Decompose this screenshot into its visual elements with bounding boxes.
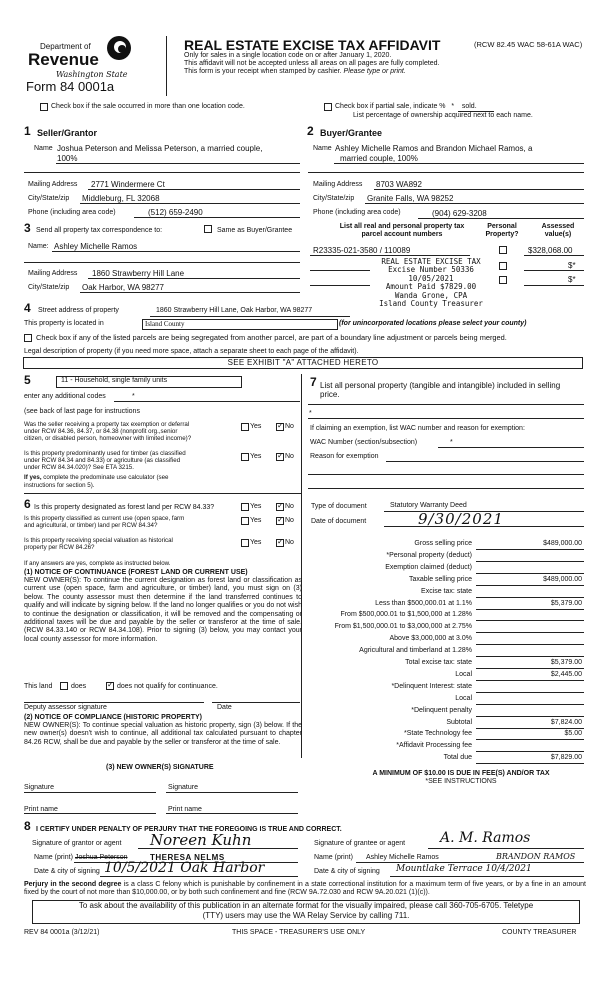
same-as-buyer-label: Same as Buyer/Grantee	[217, 227, 293, 234]
calc-row-label: Agricultural and timberland at 1.28%	[359, 647, 472, 655]
exemption-reason-label: Reason for exemption	[310, 453, 379, 460]
calc-row-label: Taxable selling price	[408, 575, 472, 583]
document-date[interactable]: 9/30/2021	[418, 510, 504, 528]
partial-sale-note: List percentage of ownership acquired next to each name.	[353, 112, 533, 119]
timber-yes-label: Yes	[250, 453, 262, 460]
current-use-no-checkbox[interactable]	[276, 517, 284, 525]
calc-row-value[interactable]: $5,379.00	[550, 599, 582, 607]
grantee-signature-label: Signature of grantee or agent	[314, 840, 406, 847]
calc-row-label: *Delinquent penalty	[411, 706, 472, 714]
notice-compliance-text: NEW OWNER(S): To continue special valuation as historic property, sign (3) below. If the new owner(s) doesn't wish to continue, all additional tax calculated pursuant to chapter 84.26 RCW, shall be due and payable by the seller or transferor at the time of sale.	[24, 722, 302, 746]
exemption-yes-label: Yes	[250, 423, 262, 430]
historic-no-checkbox[interactable]	[276, 539, 284, 547]
county-treasurer-label: COUNTY TREASURER	[502, 929, 577, 936]
calc-row-label: Above $3,000,000 at 3.0%	[389, 635, 472, 643]
segregated-label: Check box if any of the listed parcels are being segregated from another parcel, are part of a boundary line adjustment or parcels being merged.	[36, 333, 507, 342]
notice-continuance-text: NEW OWNER(S): To continue the current designation as forest land or classification as current use (open space, farm and agriculture, or timber) land, you must sign on (3) below. The county assessor must then determine if the land transferred continues to qualify and will indicate by signing below. If the land no longer qualifies or you do not wish to continue the designation or classification, it will be removed and the compensating or additional taxes will be due and payable by the seller or transferor at the time of sale. (RCW 84.33.140 or RCW 84.34.108). Prior to signing (3) below, you may contact your local county assessor for more information.	[24, 577, 302, 643]
additional-codes-label: enter any additional codes	[24, 393, 106, 400]
calc-row-label: Gross selling price	[414, 540, 472, 547]
certify-section-number: 8	[24, 819, 31, 833]
legal-description-label: Legal description of property (if you need more space, attach a separate sheet to each page of the affidavit).	[24, 348, 359, 355]
land-does-label: does	[71, 683, 87, 690]
forest-no-checkbox[interactable]	[276, 503, 284, 511]
exemption-claim-label: If claiming an exemption, list WAC number and reason for exemption:	[310, 425, 525, 432]
same-as-buyer-checkbox[interactable]	[204, 225, 212, 233]
historic-question: Is this property receiving special valuation as historical property per RCW 84.26?	[24, 537, 173, 552]
personal-property-checkbox-2[interactable]	[499, 262, 507, 270]
document-type[interactable]: Statutory Warranty Deed	[390, 502, 467, 509]
exemption-no-label: No	[285, 423, 294, 430]
calc-row-label: Excise tax: state	[421, 587, 472, 595]
new-owner-signature-2[interactable]: Signature	[168, 784, 198, 791]
buyer-heading: Buyer/Grantee	[320, 128, 383, 138]
calc-row-value[interactable]: $2,445.00	[550, 670, 582, 678]
grantor-signature[interactable]: Noreen Kuhn	[150, 831, 252, 849]
parcel-number[interactable]: R23335-021-3580 / 110089	[313, 246, 411, 255]
taxcorr-city[interactable]: Oak Harbor, WA 98277	[82, 283, 164, 292]
calc-row-label: Total excise tax: state	[405, 659, 472, 666]
buyer-city[interactable]: Granite Falls, WA 98252	[367, 194, 454, 203]
calc-row-label: *Delinquent Interest: state	[391, 682, 472, 690]
buyer-address-label: Mailing Address	[313, 181, 363, 188]
historic-yes-checkbox[interactable]	[241, 539, 249, 547]
calc-row-value[interactable]: $5,379.00	[550, 659, 582, 666]
personal-property-label: List all personal property (tangible and intangible) included in selling price.	[320, 381, 561, 400]
calc-row-value[interactable]: $5.00	[564, 730, 582, 738]
street-address[interactable]: 1860 Strawberry Hill Lane, Oak Harbor, WA 98277	[156, 307, 313, 314]
county-select[interactable]: Island County	[142, 319, 338, 330]
exemption-yes-checkbox[interactable]	[241, 423, 249, 431]
grantee-print-name[interactable]: Ashley Michelle Ramos	[366, 854, 439, 861]
grantor-print-struck: Joshua Peterson	[75, 854, 128, 861]
calc-row-label: Less than $500,000.01 at 1.1%	[375, 599, 472, 607]
legal-description[interactable]: SEE EXHIBIT "A" ATTACHED HERETO	[23, 357, 583, 369]
timber-no-label: No	[285, 453, 294, 460]
calc-row-label: Exemption claimed (deduct)	[385, 563, 472, 571]
buyer-address[interactable]: 8703 WA892	[376, 180, 422, 189]
notice-compliance-heading: (2) NOTICE OF COMPLIANCE (HISTORIC PROPERTY)	[24, 714, 202, 721]
new-owner-print-1[interactable]: Print name	[24, 806, 58, 813]
dept-logo-text: Revenue	[28, 50, 99, 69]
notice-continuance-heading: (1) NOTICE OF CONTINUANCE (FOREST LAND OR CURRENT USE)	[24, 569, 248, 576]
calc-row-label: Subtotal	[446, 718, 472, 726]
grantee-signature[interactable]: A. M. Ramos	[440, 830, 531, 846]
see-back-note: (see back of last page for instructions	[24, 408, 140, 415]
parcel-heading: List all real and personal property tax parcel account numbers	[339, 223, 465, 239]
buyer-name-pct[interactable]: married couple, 100%	[340, 154, 418, 163]
form-title: REAL ESTATE EXCISE TAX AFFIDAVIT	[184, 37, 441, 53]
additional-codes-value[interactable]: *	[132, 393, 135, 400]
land-does-not-label: does not qualify for continuance.	[117, 683, 218, 690]
ifyes-note: If yes, complete the predominate use calculator (see	[24, 474, 169, 481]
dept-line1: Department of	[40, 42, 91, 51]
partial-sale-label: Check box if partial sale, indicate % * sold.	[335, 103, 477, 110]
unincorporated-note: (for unincorporated locations please select your county)	[339, 320, 527, 327]
ifyes-note-2: instructions for section 5).	[24, 482, 95, 489]
form-rcw: (RCW 82.45 WAC 58-61A WAC)	[474, 40, 583, 49]
seller-phone[interactable]: (512) 659-2490	[148, 208, 203, 217]
taxcorr-city-label: City/State/zip	[28, 284, 70, 291]
deputy-date-label: Date	[217, 704, 232, 711]
grantee-print-name-2[interactable]: BRANDON RAMOS	[496, 852, 576, 861]
seller-name[interactable]: Joshua Peterson and Melissa Peterson, a married couple,	[57, 144, 263, 153]
perjury-warning: Perjury in the second degree is a class C felony which is punishable by confinement in a state correctional institution for a maximum term of five years, or by a fine in an amount fixed by the court of not more than $10,000.00, or by both such confinement and fine (RCW 9A.72.030 and RCW 9A.20.021 (1)(c)).	[24, 881, 586, 897]
buyer-section-number: 2	[307, 124, 314, 138]
assessed-value[interactable]: $328,068.00	[528, 246, 573, 255]
land-does-checkbox[interactable]	[60, 682, 68, 690]
seller-name-pct[interactable]: 100%	[57, 154, 78, 163]
calc-row-label: *Affidavit Processing fee	[396, 742, 472, 750]
current-use-yes-checkbox[interactable]	[241, 517, 249, 525]
personal-property-checkbox-1[interactable]	[499, 246, 507, 254]
seller-city-label: City/State/zip	[28, 195, 70, 202]
wac-number-label: WAC Number (section/subsection)	[310, 439, 418, 446]
new-owner-print-2[interactable]: Print name	[168, 806, 202, 813]
forest-yes-checkbox[interactable]	[241, 503, 249, 511]
exemption-no-checkbox[interactable]	[276, 423, 284, 431]
multi-location-label: Check box if the sale occurred in more than one location code.	[51, 103, 245, 110]
calc-row-value[interactable]: $489,000.00	[543, 575, 582, 583]
use-section-number: 5	[24, 373, 31, 387]
located-in-label: This property is located in	[24, 320, 104, 327]
street-label: Street address of property	[38, 307, 119, 314]
seller-name-label: Name	[34, 145, 53, 152]
taxcorr-label: Send all property tax correspondence to:	[36, 227, 163, 234]
calc-row-value[interactable]: $7,824.00	[550, 718, 582, 726]
if-yes-instruction: If any answers are yes, complete as instructed below.	[24, 560, 171, 567]
buyer-phone-label: Phone (including area code)	[313, 209, 401, 216]
calc-row-label: *Personal property (deduct)	[386, 551, 472, 559]
forest-no-label: No	[285, 503, 294, 510]
minimum-due-note: A MINIMUM OF $10.00 IS DUE IN FEE(S) AND/OR TAX	[372, 770, 550, 777]
form-number: Form 84 0001a	[26, 79, 115, 94]
header-note-2: This affidavit will not be accepted unless all areas on all pages are fully completed.	[184, 60, 440, 67]
new-owner-signature-heading: (3) NEW OWNER(S) SIGNATURE	[106, 764, 214, 771]
see-instructions-note: *SEE INSTRUCTIONS	[425, 778, 497, 785]
calc-row-label: Total due	[443, 754, 472, 762]
seller-address[interactable]: 2771 Windermere Ct	[91, 180, 165, 189]
taxcorr-name-label: Name:	[28, 243, 49, 250]
location-section-number: 4	[24, 301, 31, 315]
grantor-print-name[interactable]: THERESA NELMS	[150, 853, 225, 862]
calc-row-value[interactable]: $489,000.00	[543, 540, 582, 547]
calc-row-label: From $500,000.01 to $1,500,000 at 1.28%	[340, 611, 472, 619]
personal-property-value[interactable]: *	[309, 410, 312, 417]
timber-question: Is this property predominantly used for timber (as classified under RCW 84.34 and 84.33) or agriculture (as classified under RCW 84.34.020)? See ETA 3215.	[24, 450, 186, 472]
seller-heading: Seller/Grantor	[37, 128, 98, 138]
current-use-question: Is this property classified as current use (open space, farm and agricultural, or timber) land per RCW 84.34?	[24, 515, 185, 530]
buyer-phone[interactable]: (904) 629-3208	[432, 209, 487, 218]
calc-row-label: *State Technology fee	[404, 730, 472, 738]
form-revision: REV 84 0001a (3/12/21)	[24, 929, 100, 936]
seller-phone-label: Phone (including area code)	[28, 209, 116, 216]
forest-q1: Is this property designated as forest land per RCW 84.33?	[34, 504, 215, 511]
assessed-value-heading: Assessed value(s)	[541, 223, 575, 239]
historic-yes-label: Yes	[250, 539, 262, 546]
header-note-3: This form is your receipt when stamped by cashier. Please type or print.	[184, 68, 406, 75]
personal-property-heading: Personal Property?	[485, 223, 519, 239]
use-code-select[interactable]: 11 - Household, single family units	[56, 376, 242, 388]
partial-sale-checkbox[interactable]	[324, 103, 332, 111]
calc-row-label: From $1,500,000.01 to $3,000,000 at 2.75%	[334, 623, 472, 631]
alternate-format-notice: To ask about the availability of this publication in an alternate format for the visually impaired, please call 360-705-6705. Teletype (TTY) users may use the WA Relay Service by calling 711.	[32, 900, 580, 924]
document-date-label: Date of document	[311, 518, 367, 525]
land-does-not-checkbox[interactable]	[106, 682, 114, 690]
taxcorr-address[interactable]: 1860 Strawberry Hill Lane	[92, 269, 185, 278]
segregated-checkbox[interactable]	[24, 334, 32, 342]
seller-city[interactable]: Middleburg, FL 32068	[82, 194, 160, 203]
assessed-value-3[interactable]: $*	[568, 275, 576, 284]
grantor-date-city[interactable]: 10/5/2021 Oak Harbor	[104, 860, 265, 876]
treasurer-stamp: REAL ESTATE EXCISE TAX Excise Number 50336 10/05/2021 Amount Paid $7829.00 Wanda Grone, CPA Island County Treasurer	[379, 257, 483, 308]
header-note-1: Only for sales in a single location code on or after January 1, 2020.	[184, 52, 392, 59]
treasurer-use-note: THIS SPACE - TREASURER'S USE ONLY	[232, 929, 366, 936]
current-use-yes-label: Yes	[250, 517, 262, 524]
wac-number-value[interactable]: *	[450, 439, 453, 446]
taxcorr-address-label: Mailing Address	[28, 270, 78, 277]
deputy-assessor-label: Deputy assessor signature	[24, 704, 107, 711]
grantor-date-city-label: Date & city of signing	[34, 868, 100, 875]
forest-section-number: 6	[24, 497, 31, 511]
seller-section-number: 1	[24, 124, 31, 138]
forest-yes-label: Yes	[250, 503, 262, 510]
certify-statement: I CERTIFY UNDER PENALTY OF PERJURY THAT THE FOREGOING IS TRUE AND CORRECT.	[36, 826, 342, 833]
grantee-date-city[interactable]: Mountlake Terrace 10/4/2021	[396, 864, 532, 874]
state-name: Washington State	[56, 70, 128, 79]
calc-row-value[interactable]: $7,829.00	[550, 754, 582, 762]
calc-row-label: Local	[455, 670, 472, 678]
calc-row-label: Local	[455, 694, 472, 702]
new-owner-signature-1[interactable]: Signature	[24, 784, 54, 791]
document-type-label: Type of document	[311, 503, 367, 510]
taxcorr-section-number: 3	[24, 221, 31, 235]
seller-address-label: Mailing Address	[28, 181, 78, 188]
timber-yes-checkbox[interactable]	[241, 453, 249, 461]
taxcorr-name[interactable]: Ashley Michelle Ramos	[54, 242, 138, 251]
historic-no-label: No	[285, 539, 294, 546]
buyer-city-label: City/State/zip	[313, 195, 355, 202]
grantor-signature-label: Signature of grantor or agent	[32, 840, 122, 847]
personal-section-number: 7	[310, 375, 317, 389]
this-land-label: This land	[24, 683, 53, 690]
exemption-question: Was the seller receiving a property tax exemption or deferral under RCW 84.36, 84.37, or 84.38 (nonprofit org.,senior citizen, or disabled person, homeowner with limited income)?	[24, 421, 192, 443]
buyer-name[interactable]: Ashley Michelle Ramos and Brandon Michael Ramos, a	[335, 144, 533, 153]
revenue-logo-icon	[107, 36, 131, 60]
timber-no-checkbox[interactable]	[276, 453, 284, 461]
grantee-print-label: Name (print)	[314, 854, 353, 861]
current-use-no-label: No	[285, 517, 294, 524]
grantee-date-city-label: Date & city of signing	[314, 868, 380, 875]
multi-location-checkbox[interactable]	[40, 103, 48, 111]
buyer-name-label: Name	[313, 145, 332, 152]
personal-property-checkbox-3[interactable]	[499, 276, 507, 284]
assessed-value-2[interactable]: $*	[568, 261, 576, 270]
grantor-print-label: Name (print)	[34, 854, 73, 861]
